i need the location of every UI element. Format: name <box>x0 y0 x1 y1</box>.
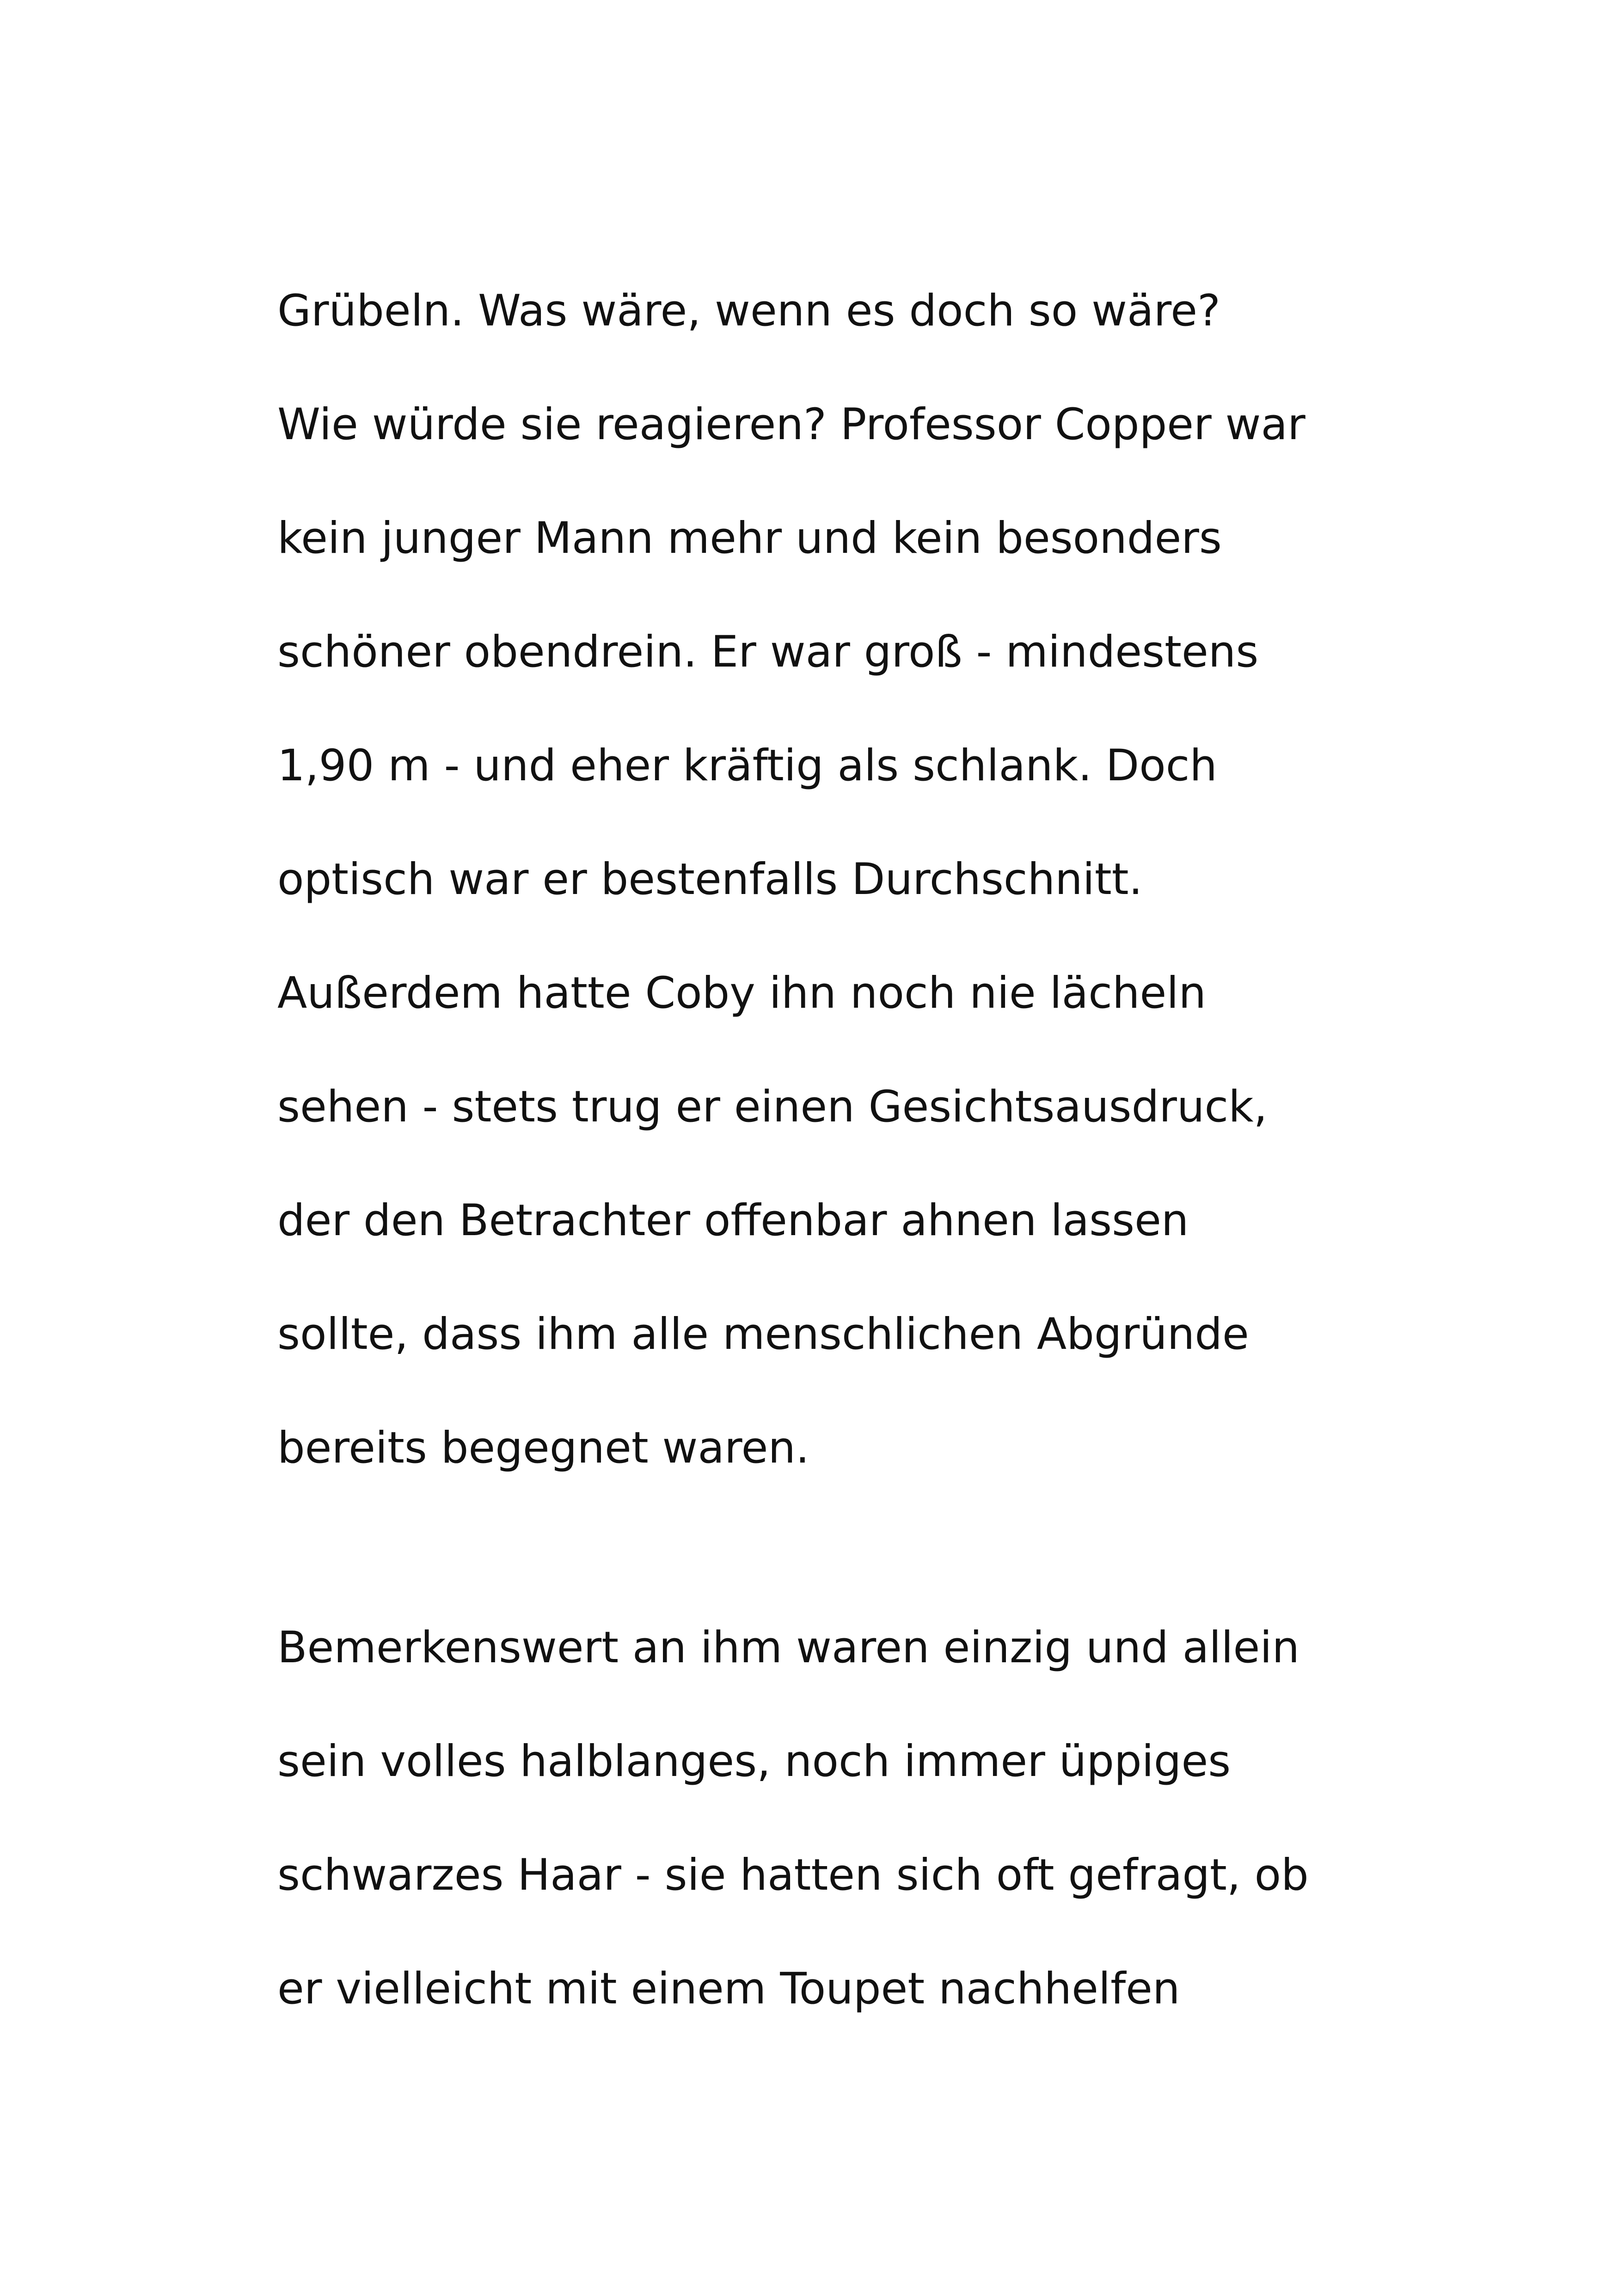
text-line: er vielleicht mit einem Toupet nachhelfen <box>277 1964 1180 2014</box>
text-line: Bemerkenswert an ihm waren einzig und allein <box>277 1623 1300 1673</box>
text-line: sollte, dass ihm alle menschlichen Abgründe <box>277 1309 1249 1359</box>
text-line: bereits begegnet waren. <box>277 1423 809 1473</box>
text-line: schöner obendrein. Er war groß - mindestens <box>277 627 1259 677</box>
text-line: sehen - stets trug er einen Gesichtsausdruck, <box>277 1082 1268 1132</box>
text-line: Wie würde sie reagieren? Professor Copper war <box>277 399 1305 450</box>
text-line: der den Betrachter offenbar ahnen lassen <box>277 1195 1189 1246</box>
text-line: 1,90 m - und eher kräftig als schlank. Doch <box>277 741 1217 791</box>
text-line: sein volles halblanges, noch immer üppiges <box>277 1736 1231 1787</box>
text-line: Außerdem hatte Coby ihn noch nie lächeln <box>277 968 1207 1018</box>
paragraph-1 <box>277 254 1433 1505</box>
text-line: schwarzes Haar - sie hatten sich oft gefragt, ob <box>277 1850 1309 1900</box>
text-line: optisch war er bestenfalls Durchschnitt. <box>277 854 1143 905</box>
text-line: kein junger Mann mehr und kein besonders <box>277 513 1222 563</box>
text-line: Grübeln. Was wäre, wenn es doch so wäre? <box>277 286 1220 336</box>
paragraph-2 <box>277 1591 1433 2046</box>
